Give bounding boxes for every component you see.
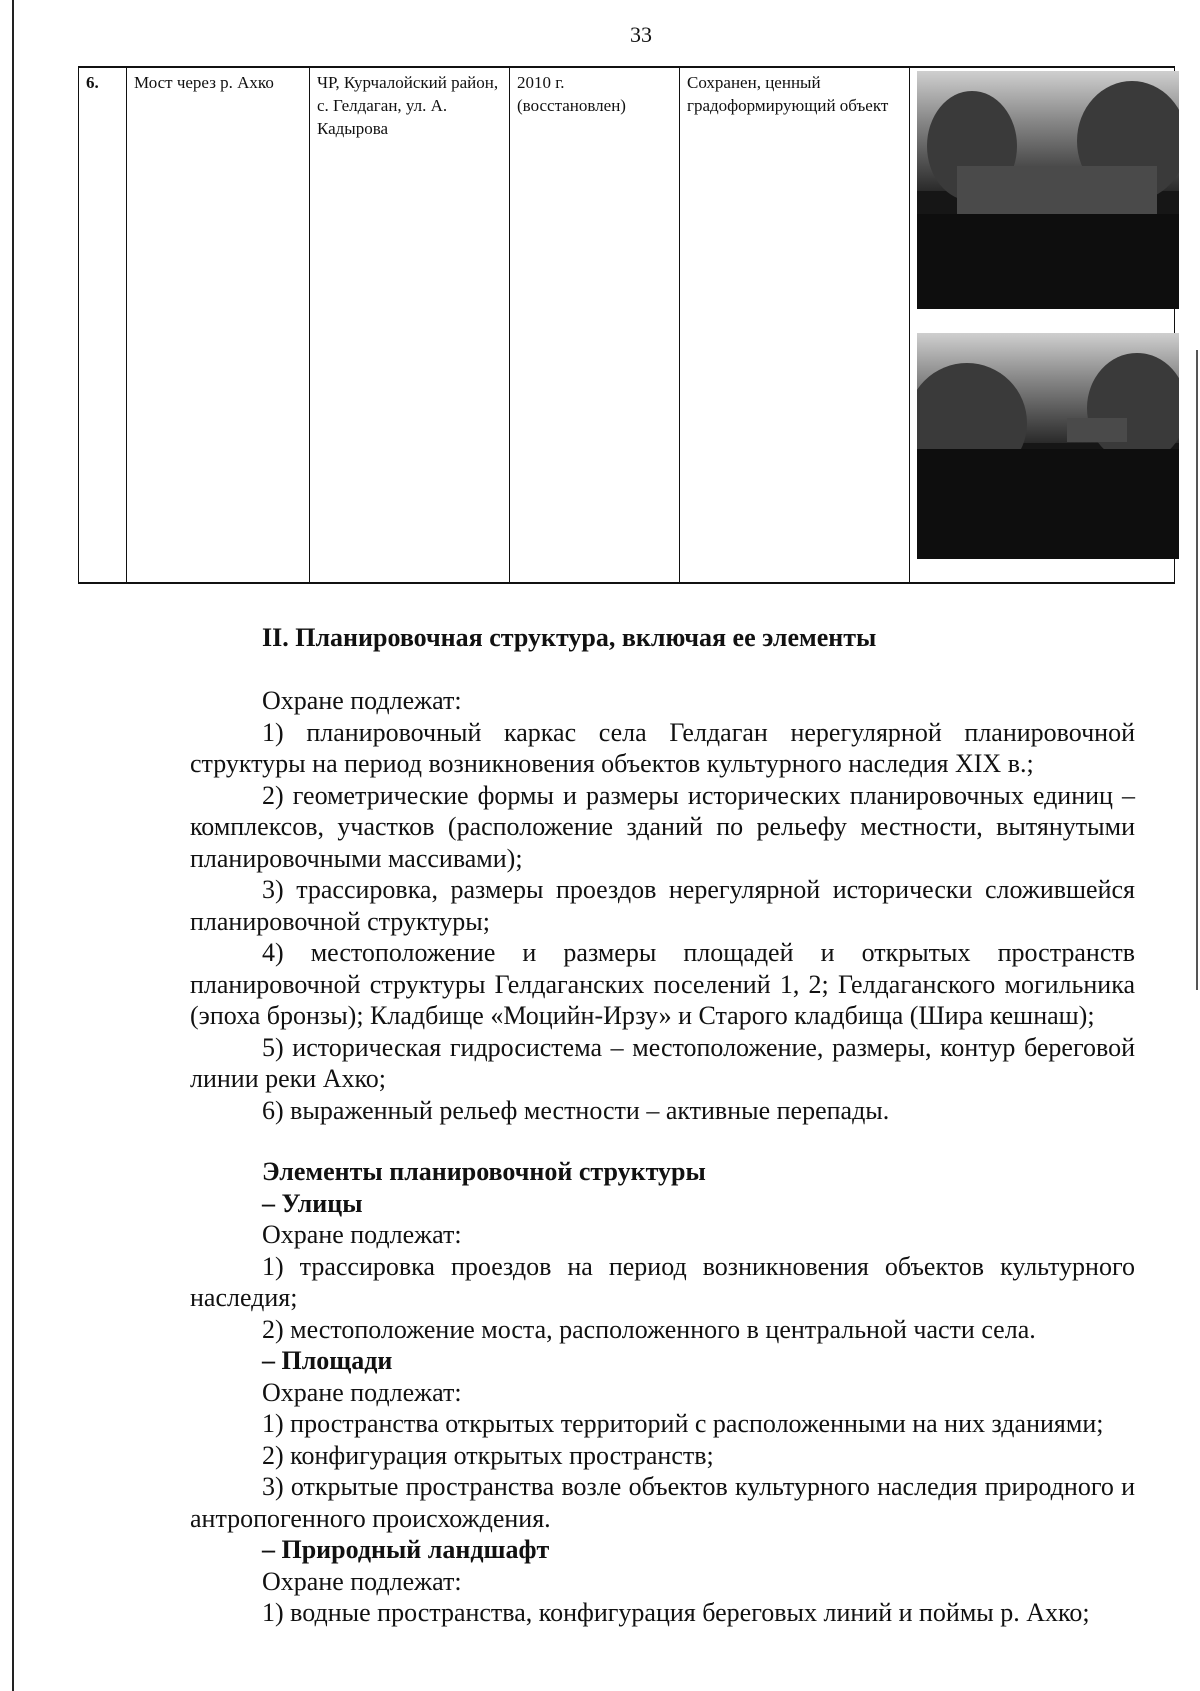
section-title: II. Планировочная структура, включая ее элементы [262, 623, 877, 652]
heritage-table [78, 66, 1175, 584]
list-item: 3) трассировка, размеры проездов нерегулярной исторически сложившейся планировочной структуры; [190, 875, 1135, 936]
list-item: 5) историческая гидросистема – местоположение, размеры, контур береговой линии реки Ахко; [190, 1032, 1135, 1093]
streets-heading: – Улицы [262, 1188, 363, 1218]
object-date: 2010 г. (восстановлен) [510, 67, 680, 583]
list-item: 1) пространства открытых территорий с расположенными на них зданиями; [262, 1409, 1104, 1438]
bridge-photo-1 [917, 71, 1179, 309]
protect-label: Охране подлежат: [262, 686, 462, 715]
scan-right-edge [1196, 350, 1198, 990]
list-item: 6) выраженный рельеф местности – активные перепады. [262, 1095, 890, 1125]
list-item: 3) открытые пространства возле объектов культурного наследия природного и антропогенного происхождения. [190, 1472, 1135, 1533]
landscape-heading: – Природный ландшафт [262, 1535, 550, 1564]
bridge-photo-2 [917, 333, 1179, 559]
elements-heading: Элементы планировочной структуры [262, 1157, 706, 1186]
object-location: ЧР, Курчалойский район, с. Гелдаган, ул. А. Кадырова [310, 67, 510, 583]
list-item: 1) водные пространства, конфигурация береговых линий и поймы р. Ахко; [262, 1598, 1090, 1627]
protect-label: Охране подлежат: [262, 1220, 462, 1249]
list-item: 2) геометрические формы и размеры исторических планировочных единиц – комплексов, участков (расположение зданий по рельефу местности, вытянутыми планировочными массивами); [190, 780, 1135, 873]
page-number: 33 [630, 22, 652, 47]
list-item: 2) местоположение моста, расположенного в центральной части села. [262, 1314, 1036, 1344]
body-text [190, 685, 1135, 1629]
object-status: Сохранен, ценный градоформирующий объект [680, 67, 910, 583]
object-name: Мост через р. Ахко [127, 67, 310, 583]
photo-cell [910, 67, 1175, 583]
list-item: 1) трассировка проездов на период возникновения объектов культурного наследия; [190, 1251, 1135, 1312]
list-item: 1) планировочный каркас села Гелдаган нерегулярной планировочной структуры на период возникновения объектов культурного наследия XIX в.; [190, 717, 1135, 778]
row-number: 6. [79, 67, 127, 583]
squares-heading: – Площади [262, 1346, 393, 1375]
protect-label: Охране подлежат: [262, 1566, 462, 1596]
table-row [79, 67, 1175, 583]
list-item: 2) конфигурация открытых пространств; [262, 1440, 714, 1470]
list-item: 4) местоположение и размеры площадей и открытых пространств планировочной структуры Гелдаганских поселений 1, 2; Гелдаганского могильника (эпоха бронзы); Кладбище «Моцийн-Ирзу» и Старого кладбища (Шира кешнаш); [190, 938, 1135, 1030]
protect-label: Охране подлежат: [262, 1377, 462, 1407]
scan-left-edge [12, 0, 14, 1691]
